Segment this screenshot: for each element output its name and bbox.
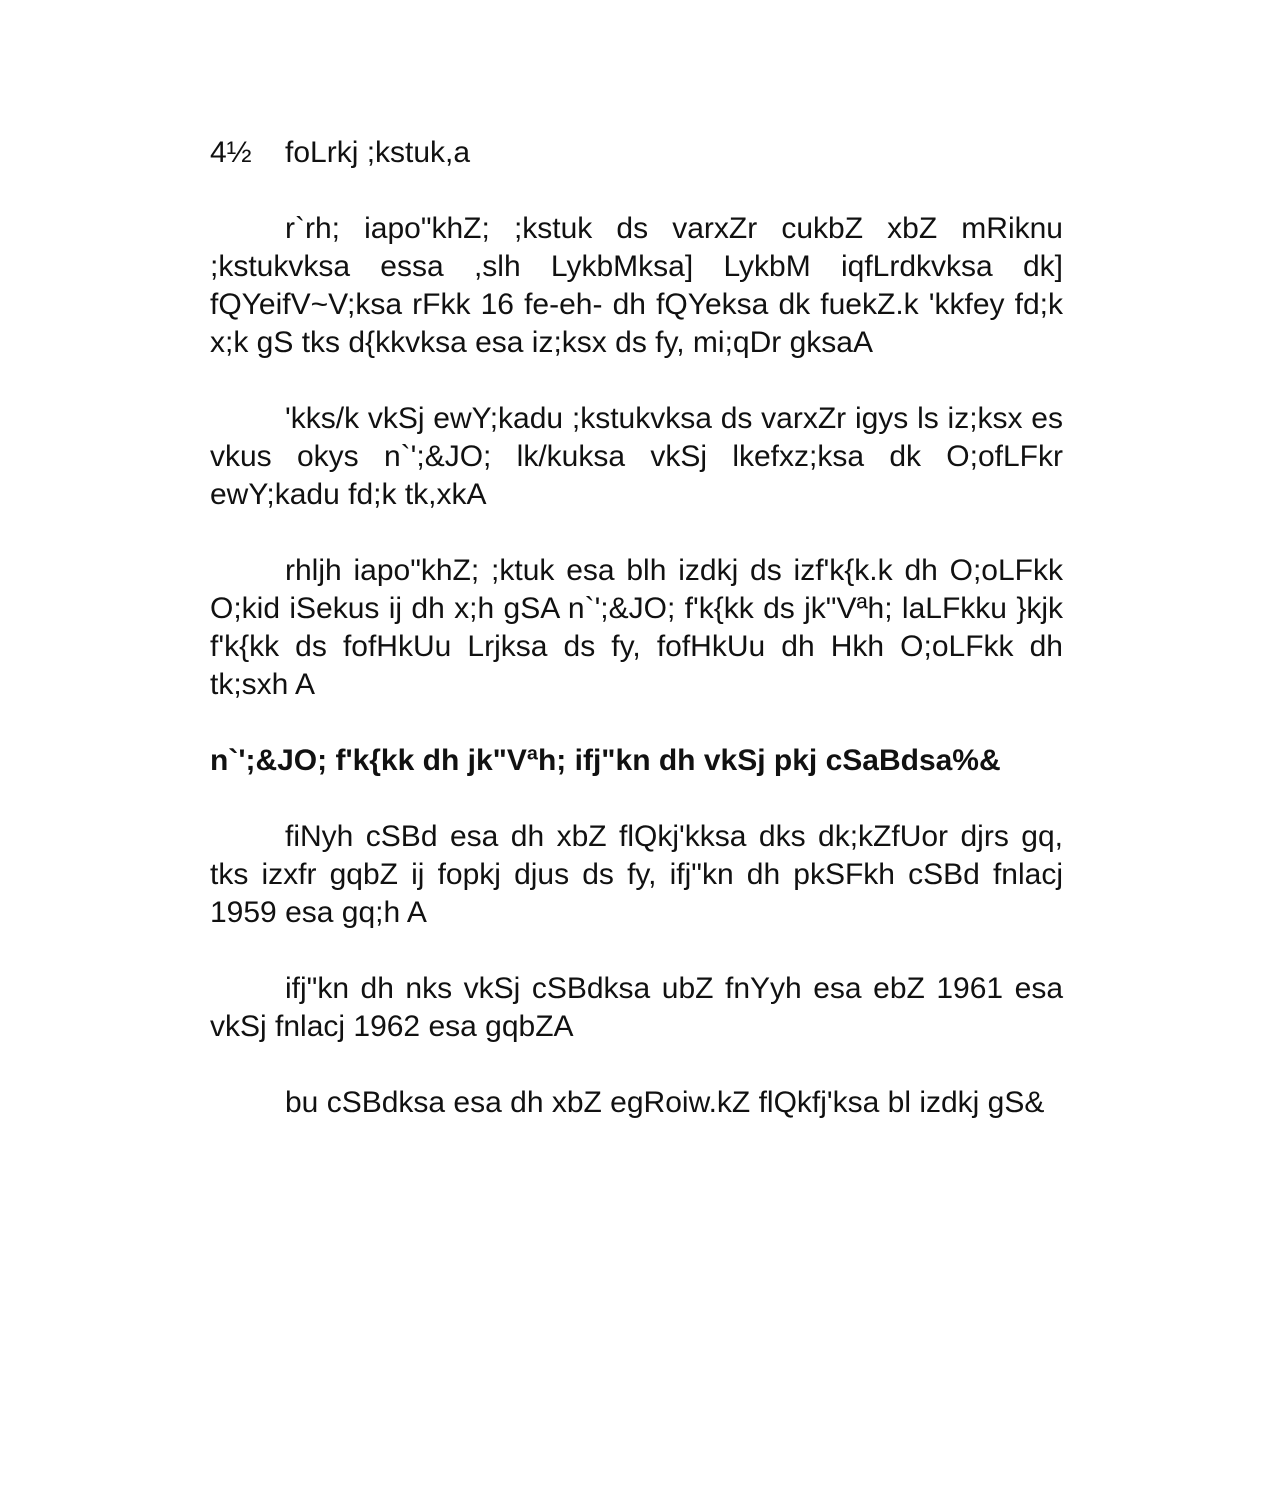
document-page: [210, 134, 1063, 1160]
paragraph-recommendations: bu cSBdksa esa dh xbZ egRoiw.kZ flQkfj'ksa bl izdkj gS&: [285, 1086, 1045, 1119]
paragraph-third-plan: r`rh; iapo"khZ; ;kstuk ds varxZr cukbZ xbZ mRiknu ;kstukvksa essa ,slh LykbMksa] LykbM iqfLrdkvksa dk] fQYeifV~V;ksa rFkk 16 fe-eh- dh fQYeksa dk fuekZ.k 'kkfey fd;k x;k gS tks d{kkvksa esa iz;ksx ds fy, mi;qDr gksaA: [210, 212, 1063, 359]
paragraph-training: rhljh iapo"khZ; ;ktuk esa blh izdkj ds izf'k{k.k dh O;oLFkk O;kid iSekus ij dh x;h gSA n`';&JO; f'k{kk ds jk"Vªh; laLFkku }kjk f'k{kk ds fofHkUu Lrjksa ds fy, fofHkUu dh Hkh O;oLFkk dh tk;sxh A: [210, 554, 1063, 701]
paragraph-two-meetings: ifj"kn dh nks vkSj cSBdksa ubZ fnYyh esa ebZ 1961 esa vkSj fnlacj 1962 esa gqbZA: [210, 972, 1063, 1043]
paragraph-fourth-meeting: fiNyh cSBd esa dh xbZ flQkj'kksa dks dk;kZfUor djrs gq, tks izxfr gqbZ ij fopkj djus ds fy, ifj"kn dh pkSFkh cSBd fnlacj 1959 esa gq;h A: [210, 820, 1063, 929]
section-number: 4½: [210, 136, 252, 169]
section-title: foLrkj ;kstuk,a: [285, 136, 471, 169]
subheading-council-meetings: n`';&JO; f'k{kk dh jk"Vªh; ifj"kn dh vkSj pkj cSaBdsa%&: [210, 744, 1001, 777]
paragraph-research-evaluation: 'kks/k vkSj ewY;kadu ;kstukvksa ds varxZr igys ls iz;ksx es vkus okys n`';&JO; lk/kuksa vkSj lkefxz;ksa dk O;ofLFkr ewY;kadu fd;k tk,xkA: [210, 402, 1063, 511]
section-heading: [210, 134, 1063, 172]
